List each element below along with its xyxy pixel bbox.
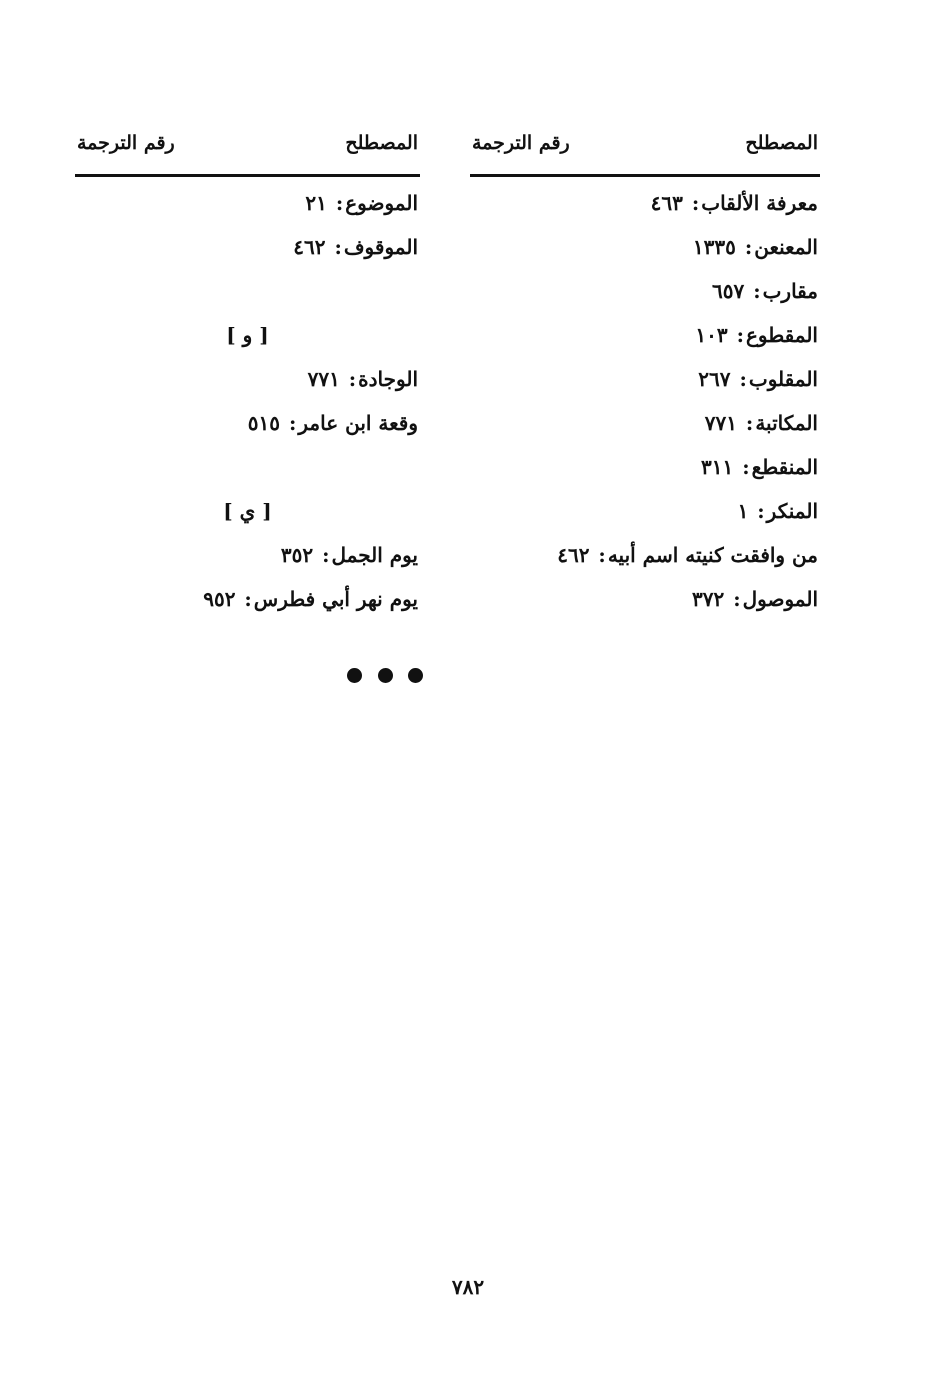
section-letter-heading: [ و ]: [226, 323, 269, 347]
section-letter-heading: [ ي ]: [223, 499, 272, 523]
index-column-right: [470, 128, 820, 621]
entry-term: يوم نهر أبي فطرس: [253, 587, 418, 611]
entry-separator: :: [348, 367, 357, 391]
entry-term: الموقوف: [343, 235, 418, 259]
entry-separator: :: [757, 499, 765, 523]
column-header: [75, 128, 420, 164]
index-entry: [75, 181, 420, 225]
entry-number: ٣٥٢: [280, 543, 314, 567]
column-header: [470, 128, 820, 164]
entry-number: ١٣٣٥: [692, 235, 736, 259]
entry-term: مقارب: [762, 279, 818, 303]
end-ornament: [344, 665, 424, 685]
entry-separator: :: [753, 279, 761, 303]
entry-separator: :: [736, 323, 744, 347]
entry-number: ٩٥٢: [203, 587, 236, 611]
index-entry: [470, 357, 820, 401]
header-number: رقم الترجمة: [472, 132, 570, 154]
entry-separator: :: [691, 191, 700, 215]
header-term: المصطلح: [345, 132, 418, 154]
ornament-dot: [408, 668, 423, 683]
index-entry: [75, 357, 420, 401]
entry-number: ٤٦٢: [293, 235, 326, 259]
index-entry: [470, 533, 820, 577]
index-entry: [470, 445, 820, 489]
index-entry: [75, 577, 420, 621]
entry-separator: :: [288, 411, 297, 435]
entry-separator: :: [244, 587, 252, 611]
index-entry: [470, 181, 820, 225]
index-entry: [75, 401, 420, 445]
entry-term: المكاتبة: [755, 411, 818, 435]
entry-term: الموصول: [742, 587, 818, 611]
blank-line: [75, 269, 420, 313]
entry-term: من وافقت كنيته اسم أبيه: [607, 543, 818, 567]
header-rule: [470, 174, 820, 177]
index-entry: [75, 533, 420, 577]
page-number: ٧٨٢: [451, 1275, 485, 1299]
entry-separator: :: [744, 235, 753, 259]
entry-term: المعنعن: [754, 235, 818, 259]
entry-term: الوجادة: [358, 367, 418, 391]
entry-term: معرفة الألقاب: [701, 191, 818, 215]
blank-line: [75, 445, 420, 489]
entry-separator: :: [322, 543, 330, 567]
index-entry: [75, 225, 420, 269]
header-term: المصطلح: [745, 132, 818, 154]
entry-number: ٢١: [305, 191, 327, 215]
entry-number: ٢٦٧: [698, 367, 731, 391]
entry-number: ٣٧٢: [692, 587, 725, 611]
entry-number: ٦٥٧: [711, 279, 745, 303]
index-entry: [470, 401, 820, 445]
entry-separator: :: [334, 235, 342, 259]
entry-number: ٤٦٣: [650, 191, 683, 215]
entry-separator: :: [745, 411, 754, 435]
index-entry: [470, 577, 820, 621]
entry-term: المقطوع: [745, 323, 818, 347]
entry-number: ٧٧١: [704, 411, 737, 435]
index-entry: [470, 313, 820, 357]
index-entry: [470, 225, 820, 269]
index-entry: [470, 269, 820, 313]
entry-term: المنقطع: [751, 455, 818, 479]
entry-separator: :: [598, 543, 606, 567]
entry-separator: :: [335, 191, 344, 215]
entry-separator: :: [739, 367, 747, 391]
entry-number: ٣١١: [700, 455, 734, 479]
ornament-dot: [378, 668, 393, 683]
entry-list: [75, 181, 420, 621]
ornament-dot: [347, 668, 362, 683]
index-entry: [470, 489, 820, 533]
entry-list: [470, 181, 820, 621]
header-rule: [75, 174, 420, 177]
entry-term: وقعة ابن عامر: [298, 411, 418, 435]
entry-number: ٤٦٢: [557, 543, 590, 567]
entry-term: المنكر: [766, 499, 818, 523]
entry-number: ١: [737, 499, 749, 523]
index-column-left: [75, 128, 420, 621]
entry-separator: :: [733, 587, 741, 611]
entry-number: ٥١٥: [247, 411, 280, 435]
entry-term: المقلوب: [748, 367, 818, 391]
entry-number: ٧٧١: [307, 367, 340, 391]
entry-number: ١٠٣: [695, 323, 728, 347]
entry-term: يوم الجمل: [331, 543, 418, 567]
entry-separator: :: [742, 455, 750, 479]
header-number: رقم الترجمة: [77, 132, 175, 154]
entry-term: الموضوع: [345, 191, 418, 215]
